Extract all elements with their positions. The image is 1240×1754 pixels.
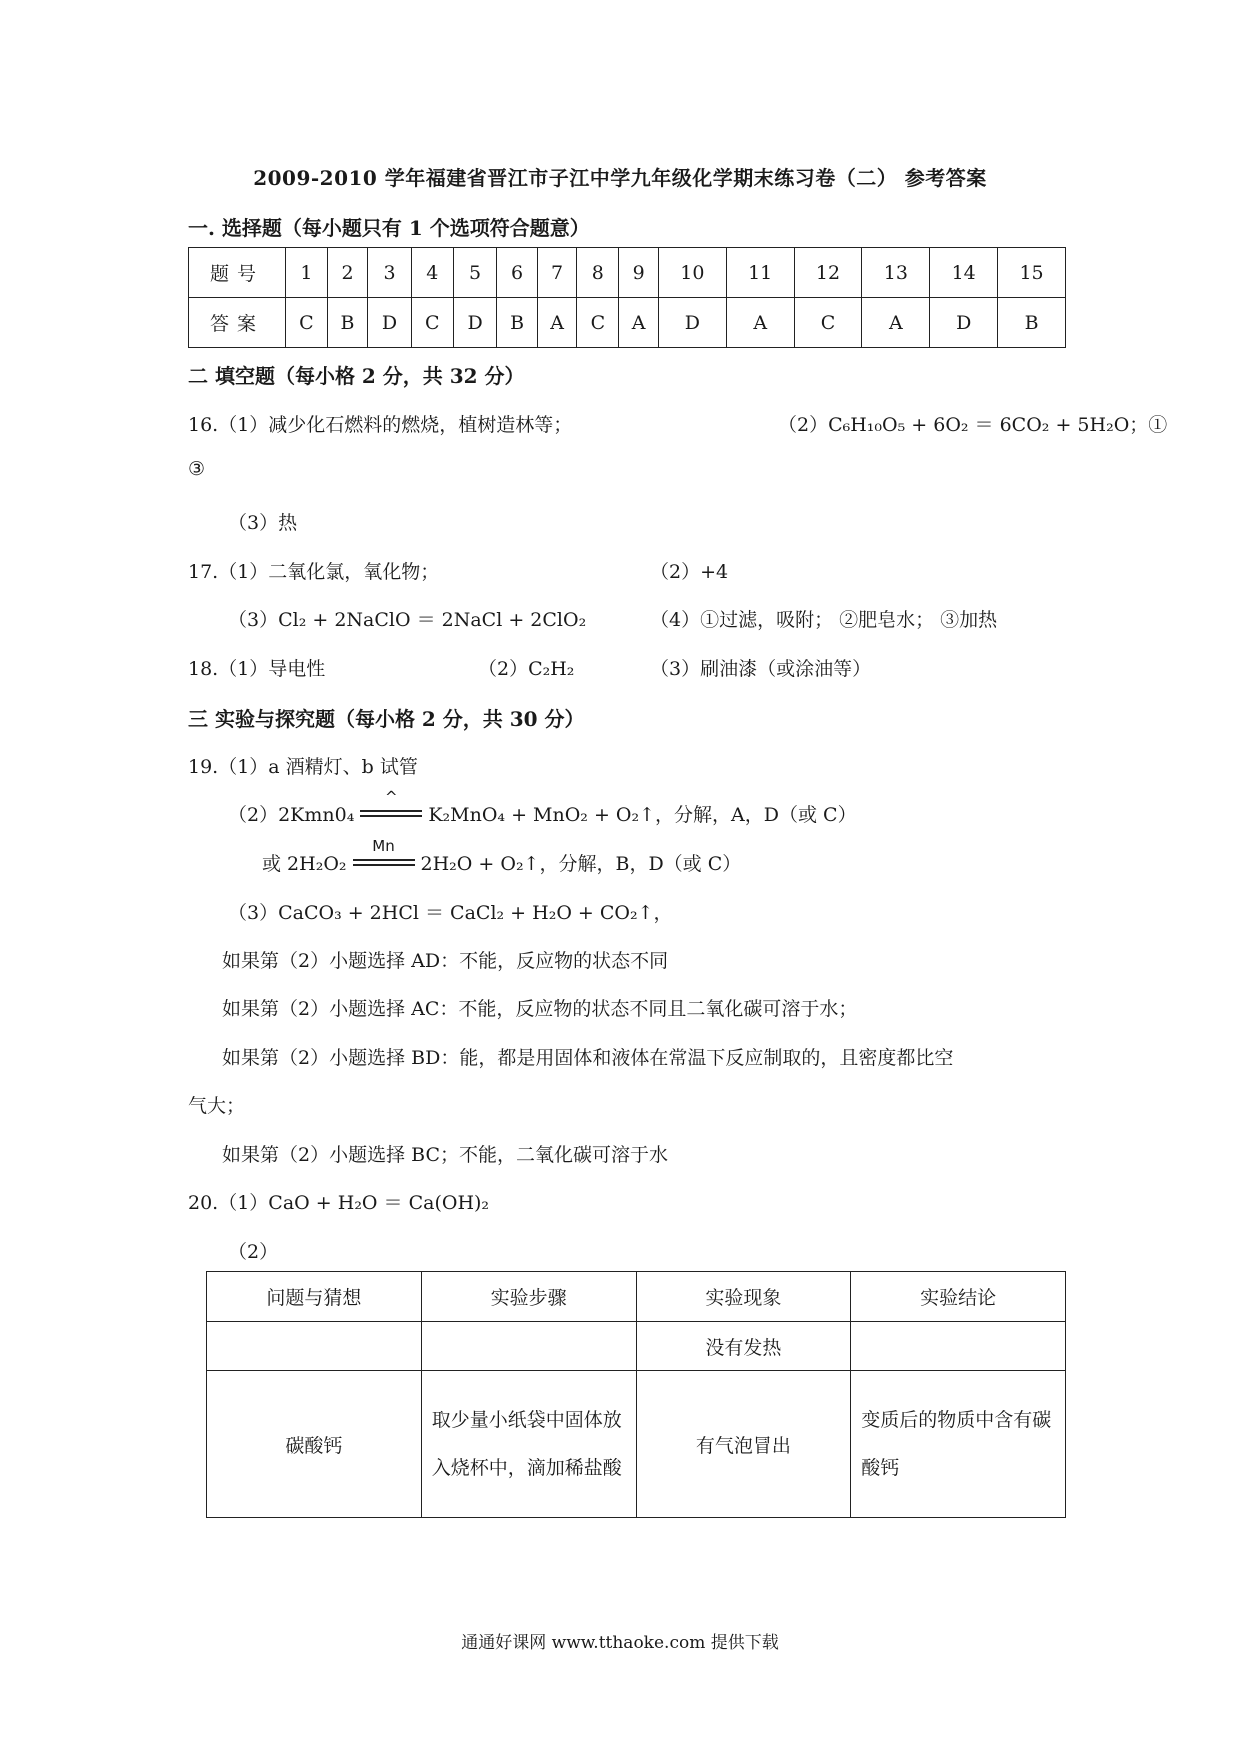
eq2-products: 2H₂O + O₂↑，分解，B，D（或 C） [420, 853, 742, 875]
q17-part2: （2）+4 [650, 561, 729, 583]
question-number: 8 [577, 248, 619, 298]
cell-hypothesis [207, 1322, 422, 1371]
q19-choice-bd-cont: 气大； [188, 1095, 246, 1117]
q19-choice-ac: 如果第（2）小题选择 AC：不能，反应物的状态不同且二氧化碳可溶于水； [222, 998, 858, 1020]
q18-line [188, 654, 871, 681]
question-number: 14 [930, 248, 998, 298]
double-arrow-icon [360, 788, 422, 826]
question-number: 15 [998, 248, 1066, 298]
q19-choice-ad: 如果第（2）小题选择 AD：不能，反应物的状态不同 [222, 950, 669, 972]
q16-part2: （2）C₆H₁₀O₅ + 6O₂ ＝ 6CO₂ + 5H₂O；① [778, 414, 1168, 436]
answer-cell: A [619, 298, 659, 348]
question-number: 7 [537, 248, 577, 298]
cell-conclusion: 变质后的物质中含有碳酸钙 [851, 1371, 1066, 1518]
header-phenomenon: 实验现象 [636, 1272, 851, 1322]
experiment-table-header [207, 1272, 1066, 1322]
question-number: 13 [862, 248, 930, 298]
question-number: 2 [327, 248, 367, 298]
answer-cell: A [862, 298, 930, 348]
answer-table [188, 247, 1066, 348]
q18-part2: （2）C₂H₂ [478, 658, 575, 680]
q19-part3: （3）CaCO₃ + 2HCl ＝ CaCl₂ + H₂O + CO₂↑， [228, 902, 673, 924]
q16-part1: 16.（1）减少化石燃料的燃烧，植树造林等； [188, 414, 573, 436]
answer-cell: C [794, 298, 862, 348]
eq1-products: K₂MnO₄ + MnO₂ + O₂↑，分解，A，D（或 C） [428, 804, 857, 826]
answer-cell: D [930, 298, 998, 348]
q19-choice-bc: 如果第（2）小题选择 BC；不能，二氧化碳可溶于水 [222, 1144, 668, 1166]
q18-part1: 18.（1）导电性 [188, 658, 326, 680]
answer-table-answer-row [189, 298, 1066, 348]
question-number: 6 [497, 248, 537, 298]
q20-part2: （2） [228, 1241, 279, 1263]
answer-cell: D [453, 298, 497, 348]
number-row-label: 题号 [189, 248, 286, 298]
q20-part1: 20.（1）CaO + H₂O ＝ Ca(OH)₂ [188, 1192, 490, 1214]
question-number: 1 [286, 248, 328, 298]
question-number: 4 [411, 248, 453, 298]
q17-part3: （3）Cl₂ + 2NaClO ＝ 2NaCl + 2ClO₂ [228, 609, 587, 631]
cell-phenomenon: 有气泡冒出 [636, 1371, 851, 1518]
eq2-condition: Mn [372, 837, 395, 855]
answer-table-number-row [189, 248, 1066, 298]
answer-cell: D [368, 298, 412, 348]
answer-cell: C [577, 298, 619, 348]
eq2-reactant: 或 2H₂O₂ [262, 853, 347, 875]
q19-equation1 [228, 788, 857, 827]
question-number: 5 [453, 248, 497, 298]
question-number: 3 [368, 248, 412, 298]
header-conclusion: 实验结论 [851, 1272, 1066, 1322]
q17-part1: 17.（1）二氧化氯，氧化物； [188, 561, 440, 583]
table-row [207, 1322, 1066, 1371]
header-hypothesis: 问题与猜想 [207, 1272, 422, 1322]
section-fill-heading: 二 填空题（每小格 2 分，共 32 分） [188, 364, 525, 388]
answer-cell: C [411, 298, 453, 348]
double-arrow-icon [353, 837, 415, 875]
header-steps: 实验步骤 [421, 1272, 636, 1322]
answer-cell: B [998, 298, 1066, 348]
answer-cell: C [286, 298, 328, 348]
cell-phenomenon: 没有发热 [636, 1322, 851, 1371]
q16-cont: ③ [188, 458, 206, 480]
q17-line2 [228, 605, 997, 632]
section-choice-heading: 一. 选择题（每小题只有 1 个选项符合题意） [188, 216, 590, 240]
footer-credit: 通通好课网 www.tthaoke.com 提供下载 [461, 1633, 779, 1653]
question-number: 12 [794, 248, 862, 298]
answer-cell: A [726, 298, 794, 348]
document-title: 2009-2010 学年福建省晋江市子江中学九年级化学期末练习卷（二） 参考答案 [253, 166, 987, 190]
answer-cell: A [537, 298, 577, 348]
q16-part3: （3）热 [228, 512, 298, 534]
cell-steps [421, 1322, 636, 1371]
experiment-table [206, 1271, 1066, 1518]
q19-part1: 19.（1）a 酒精灯、b 试管 [188, 756, 418, 778]
cell-hypothesis: 碳酸钙 [207, 1371, 422, 1518]
cell-steps: 取少量小纸袋中固体放入烧杯中，滴加稀盐酸 [421, 1371, 636, 1518]
table-row [207, 1371, 1066, 1518]
q19-choice-bd: 如果第（2）小题选择 BD：能，都是用固体和液体在常温下反应制取的，且密度都比空 [222, 1047, 954, 1069]
question-number: 10 [658, 248, 726, 298]
q17-line1 [188, 557, 728, 584]
q17-part4: （4）①过滤，吸附； ②肥皂水； ③加热 [650, 609, 998, 631]
question-number: 11 [726, 248, 794, 298]
question-number: 9 [619, 248, 659, 298]
q19-equation2 [262, 837, 742, 876]
answer-cell: D [658, 298, 726, 348]
eq1-condition: ^ [385, 788, 398, 806]
answer-cell: B [497, 298, 537, 348]
eq1-reactant: （2）2Kmn0₄ [228, 804, 355, 826]
answer-row-label: 答案 [189, 298, 286, 348]
section-experiment-heading: 三 实验与探究题（每小格 2 分，共 30 分） [188, 707, 585, 731]
q18-part3: （3）刷油漆（或涂油等） [650, 658, 872, 680]
answer-cell: B [327, 298, 367, 348]
q16-line [188, 410, 1167, 437]
cell-conclusion [851, 1322, 1066, 1371]
